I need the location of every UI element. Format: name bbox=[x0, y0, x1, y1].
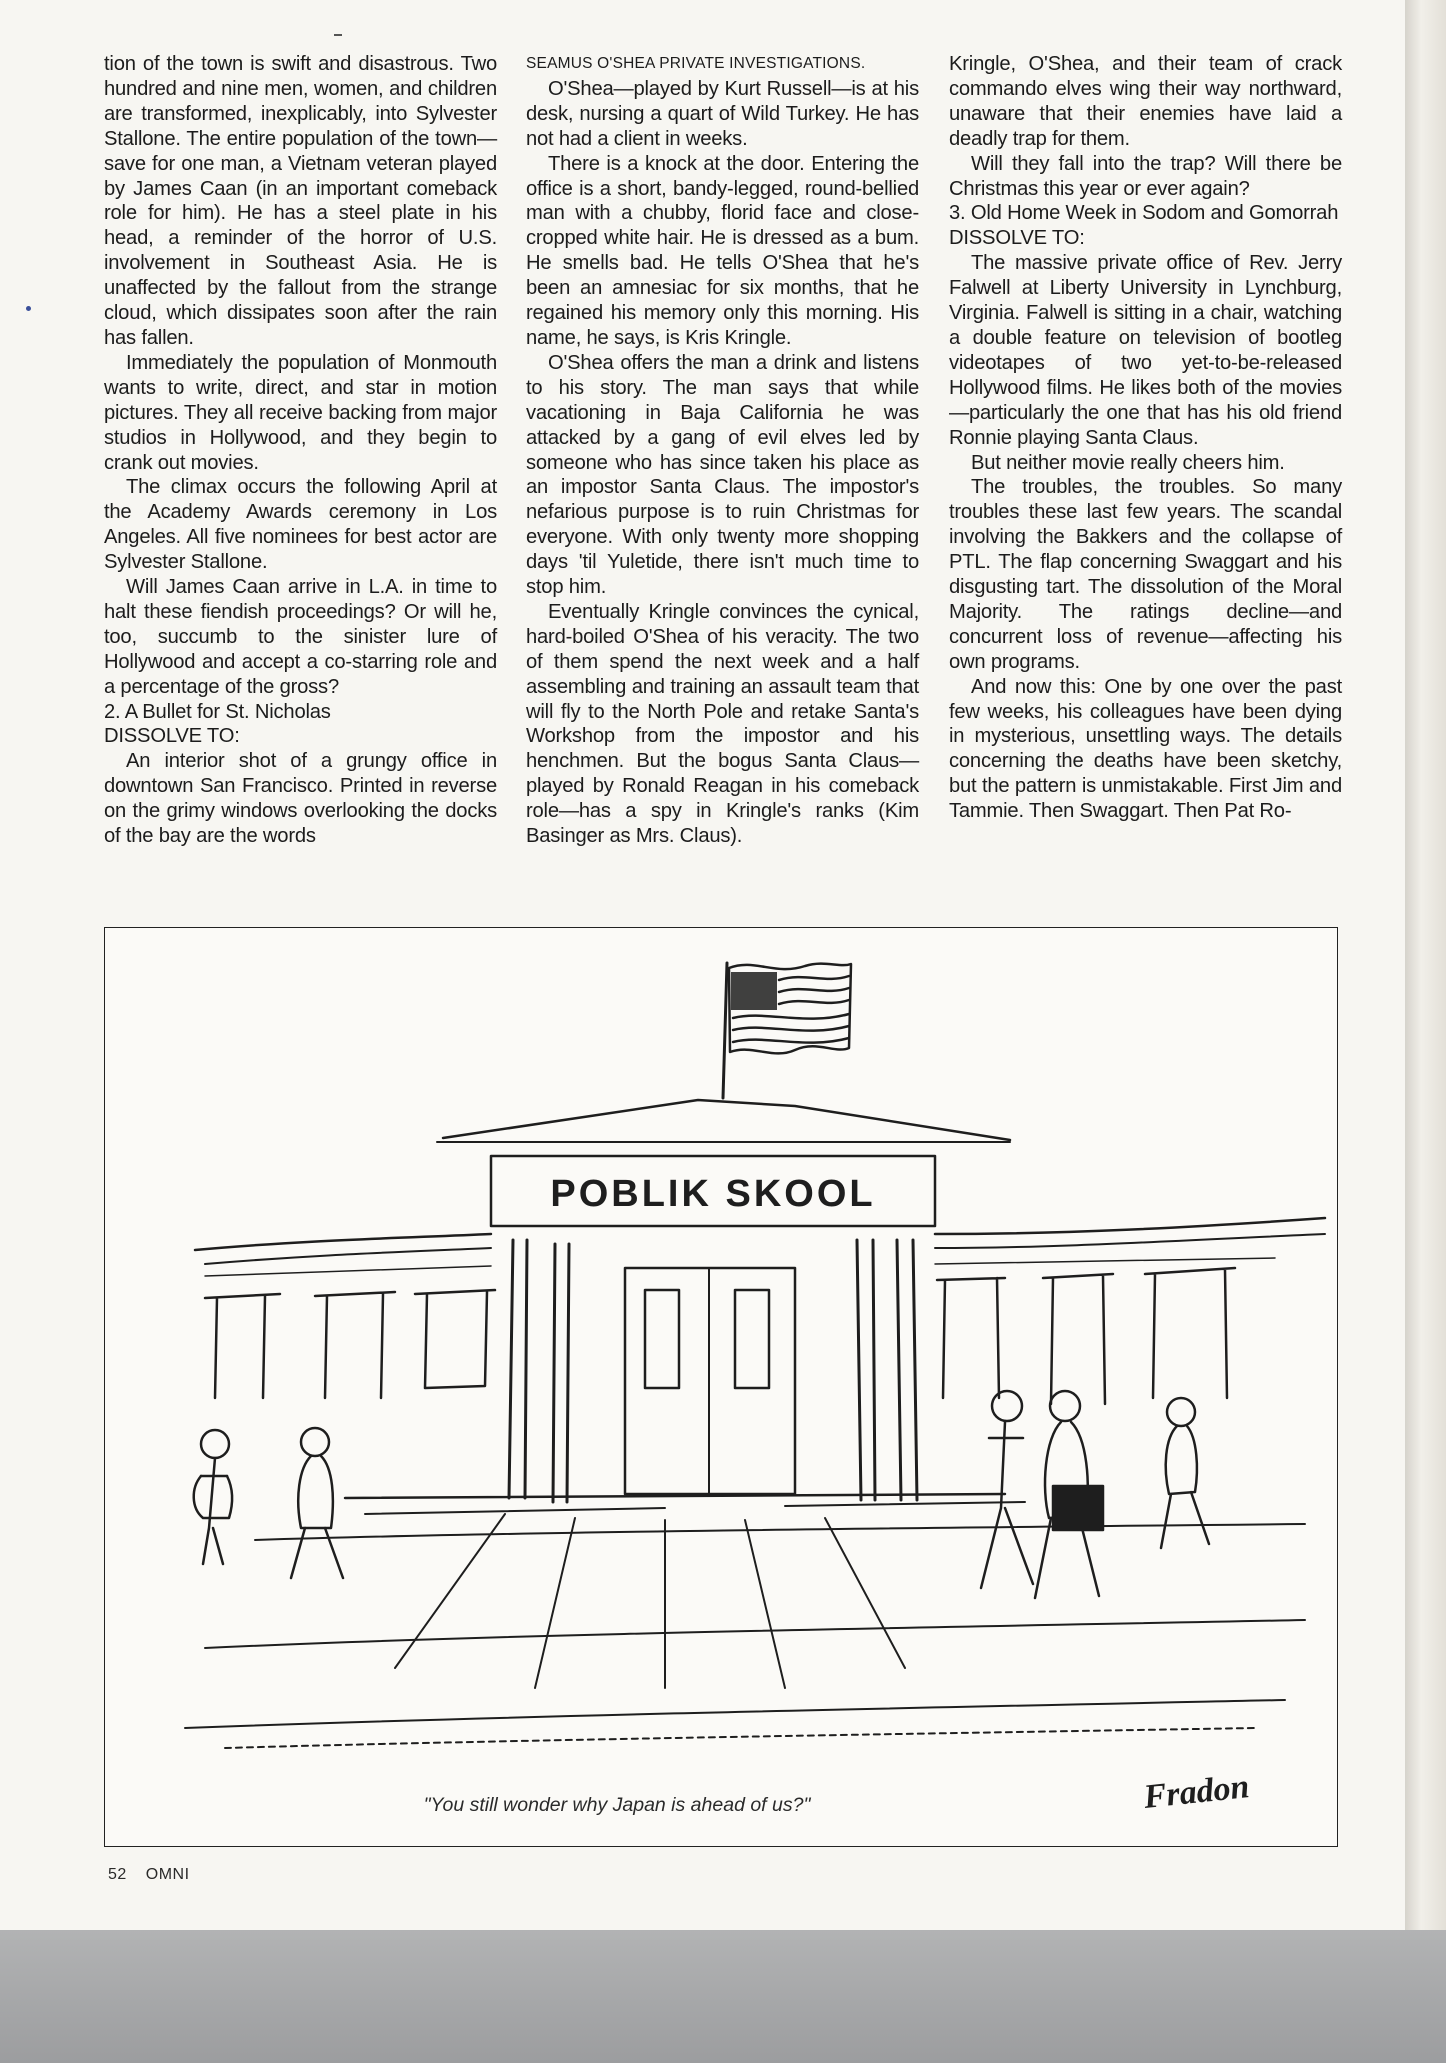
scan-bottom-strip bbox=[0, 1930, 1446, 2063]
magazine-name: OMNI bbox=[145, 1866, 190, 1883]
article-column-1 bbox=[104, 52, 497, 849]
paragraph: Will they fall into the trap? Will there be Christmas this year or ever again? bbox=[949, 152, 1342, 200]
paragraph: tion of the town is swift and disastrous. Two hundred and nine men, women, and children are transformed, inexplicably, into Sylvester Stallone. The entire population of the town—save for one man, a Vietnam veteran played by James Caan (in an important comeback role for him). He has a steel plate in his head, a reminder of the horror of U.S. involvement in Southeast Asia. He is unaffected by the fallout from the strange cloud, which dissipates soon after the rain has fallen. bbox=[104, 53, 497, 349]
margin-ink-dot bbox=[26, 306, 31, 311]
paragraph: But neither movie really cheers him. bbox=[971, 451, 1285, 474]
cartoon-frame bbox=[104, 927, 1338, 1847]
artist-signature: Fradon bbox=[1141, 1768, 1252, 1816]
window-lettering: SEAMUS O'SHEA PRIVATE INVESTIGATIONS. bbox=[526, 55, 866, 72]
paragraph: And now this: One by one over the past few weeks, his colleagues have been dying in mysterious, unsettling ways. The details concerning the deaths have been sketchy, but the pattern is unmistakable. First Jim and Tammie. Then Swaggart. Then Pat Ro- bbox=[949, 675, 1342, 823]
page-folio bbox=[108, 1866, 190, 1884]
article-column-3 bbox=[949, 52, 1342, 824]
paragraph: The climax occurs the following April at the Academy Awards ceremony in Los Angeles. All five nominees for best actor are Sylvester Stallone. bbox=[104, 476, 497, 574]
top-rule-mark bbox=[334, 34, 342, 36]
paragraph: Will James Caan arrive in L.A. in time to halt these fiendish proceedings? Or will he, too, succumb to the sinister lure of Hollywood and accept a co-starring role and a percentage of the gross? bbox=[104, 576, 497, 698]
cartoon-caption: "You still wonder why Japan is ahead of us?" bbox=[423, 1794, 811, 1816]
paragraph: Immediately the population of Monmouth wants to write, direct, and star in motion pictures. They all receive backing from major studios in Hollywood, and they begin to crank out movies. bbox=[104, 351, 497, 474]
section-heading: 2. A Bullet for St. Nicholas bbox=[104, 700, 331, 723]
flag-icon bbox=[723, 963, 851, 1098]
dissolve-label: DISSOLVE TO: bbox=[104, 725, 240, 748]
paragraph: The massive private office of Rev. Jerry Falwell at Liberty University in Lynchburg, Virginia. Falwell is sitting in a chair, watching a double feature on television of bootleg videotapes of two yet-to-be-released Hollywood films. He likes both of the movies—particularly the one that has his old friend Ronnie playing Santa Claus. bbox=[949, 252, 1342, 449]
sign-text: POBLIK SKOOL bbox=[550, 1173, 876, 1215]
page-number: 52 bbox=[108, 1866, 127, 1883]
paragraph: The troubles, the troubles. So many troubles these last few years. The scandal involving the Bakkers and the collapse of PTL. The flap concerning Swaggart and his disgusting tart. The dissolution of the Moral Majority. The ratings decline—and concurrent loss of revenue—affecting his own programs. bbox=[949, 476, 1342, 673]
paragraph: Kringle, O'Shea, and their team of crack commando elves wing their way northward, unaware that their enemies have laid a deadly trap for them. bbox=[949, 53, 1342, 150]
paragraph: O'Shea—played by Kurt Russell—is at his desk, nursing a quart of Wild Turkey. He has not had a client in weeks. bbox=[526, 77, 919, 150]
paragraph: O'Shea offers the man a drink and listens to his story. The man says that while vacationing in Baja California he was attacked by a gang of evil elves led by someone who has since taken his place as an impostor Santa Claus. The impostor's nefarious purpose is to ruin Christmas for everyone. With only twenty more shopping days 'til Yuletide, there isn't much time to stop him. bbox=[526, 351, 919, 599]
page-binding-shadow bbox=[1405, 0, 1446, 1930]
dissolve-label: DISSOLVE TO: bbox=[949, 227, 1085, 250]
article-column-2 bbox=[526, 52, 919, 849]
paragraph: Eventually Kringle convinces the cynical, hard-boiled O'Shea of his veracity. The two of them spend the next week and a half assembling and training an assault team that will fly to the North Pole and retake Santa's Workshop from the impostor and his henchmen. But the bogus Santa Claus—played by Ronald Reagan in his comeback role—has a spy in Kringle's ranks (Kim Basinger as Mrs. Claus). bbox=[526, 600, 919, 848]
paragraph: There is a knock at the door. Entering the office is a short, bandy-legged, round-bellied man with a chubby, florid face and close-cropped white hair. He is dressed as a bum. He smells bad. He tells O'Shea that he's been an amnesiac for six months, that he regained his memory only this morning. His name, he says, is Kris Kringle. bbox=[526, 152, 919, 349]
cartoon-illustration bbox=[105, 928, 1338, 1847]
paragraph: An interior shot of a grungy office in downtown San Francisco. Printed in reverse on the grimy windows overlooking the docks of the bay are the words bbox=[104, 750, 497, 848]
section-heading: 3. Old Home Week in Sodom and Gomorrah bbox=[949, 202, 1339, 225]
